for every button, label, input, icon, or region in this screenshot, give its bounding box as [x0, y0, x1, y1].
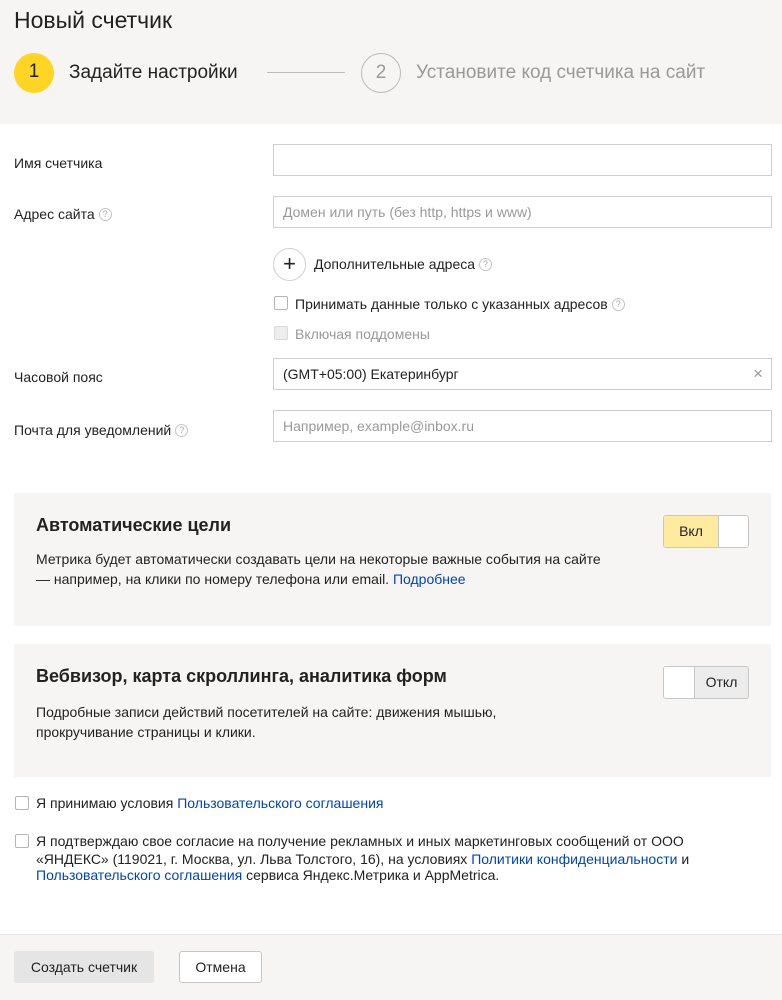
step-2-label: Установите код счетчика на сайт: [416, 62, 706, 83]
auto-goals-card: [14, 493, 771, 626]
terms-label: Я принимаю условия Пользовательского соглашения: [36, 795, 384, 811]
additional-addresses-label[interactable]: Дополнительные адреса ?: [314, 255, 492, 273]
step-2-number: 2: [361, 53, 401, 93]
terms-link[interactable]: Пользовательского соглашения: [177, 795, 384, 811]
cancel-button[interactable]: Отмена: [179, 951, 262, 983]
site-address-input[interactable]: Домен или путь (без http, https и www): [273, 196, 772, 228]
marketing-label-tail: Пользовательского соглашения сервиса Яндекс.Метрика и AppMetrica.: [36, 867, 500, 883]
webvisor-title: Вебвизор, карта скроллинга, аналитика форм: [36, 666, 447, 686]
question-icon[interactable]: ?: [99, 208, 112, 221]
user-agreement-link[interactable]: Пользовательского соглашения: [36, 867, 243, 883]
auto-goals-toggle[interactable]: [663, 515, 749, 548]
more-link[interactable]: Подробнее: [392, 571, 466, 587]
toggle-knob: [718, 516, 749, 547]
marketing-checkbox[interactable]: [15, 834, 29, 848]
create-counter-button[interactable]: Создать счетчик: [14, 951, 154, 983]
page-title: Новый счетчик: [14, 7, 173, 33]
auto-goals-title: Автоматические цели: [36, 515, 232, 535]
counter-name-input[interactable]: [273, 144, 772, 176]
marketing-label: Я подтверждаю свое согласие на получение рекламных и иных маркетинговых сообщений от ООО «ЯНДЕКС» (119021, г. Москва, ул. Льва Толстого, 16), на условиях Политики конфиденциальности и: [36, 833, 690, 867]
toggle-knob: [664, 667, 695, 698]
toggle-label: Вкл: [664, 516, 718, 547]
step-divider: [267, 72, 345, 73]
notify-email-input[interactable]: Например, example@inbox.ru: [273, 410, 772, 442]
include-subdomains-label: Включая поддомены: [295, 326, 430, 342]
add-address-button[interactable]: [273, 248, 306, 281]
question-icon[interactable]: ?: [175, 424, 188, 437]
toggle-label: Откл: [694, 667, 748, 698]
footer: [0, 934, 782, 1000]
header: [0, 0, 782, 124]
only-specified-label: Принимать данные только с указанных адресов ?: [295, 295, 625, 313]
only-specified-checkbox[interactable]: [274, 296, 288, 310]
question-icon[interactable]: ?: [479, 258, 492, 271]
privacy-policy-link[interactable]: Политики конфиденциальности: [471, 851, 678, 867]
include-subdomains-checkbox: [274, 326, 288, 340]
plus-icon: +: [283, 251, 296, 276]
question-icon[interactable]: ?: [612, 298, 625, 311]
timezone-label: Часовой пояс: [14, 369, 103, 385]
auto-goals-description: Метрика будет автоматически создавать цели на некоторые важные события на сайте — например, на клики по номеру телефона или email. Подробнее: [36, 551, 601, 587]
webvisor-toggle[interactable]: [663, 666, 749, 699]
webvisor-description: Подробные записи действий посетителей на сайте: движения мышью, прокручивание страницы и клики.: [36, 704, 497, 740]
close-icon[interactable]: ×: [753, 364, 763, 383]
site-address-label: Адрес сайта ?: [14, 205, 112, 223]
webvisor-card: [14, 644, 771, 777]
timezone-select[interactable]: (GMT+05:00) Екатеринбург ×: [273, 358, 772, 390]
counter-name-label: Имя счетчика: [14, 155, 103, 171]
step-1-label: Задайте настройки: [69, 62, 238, 83]
step-1-number: 1: [14, 53, 54, 93]
terms-checkbox[interactable]: [15, 796, 29, 810]
notify-email-label: Почта для уведомлений ?: [14, 421, 188, 439]
